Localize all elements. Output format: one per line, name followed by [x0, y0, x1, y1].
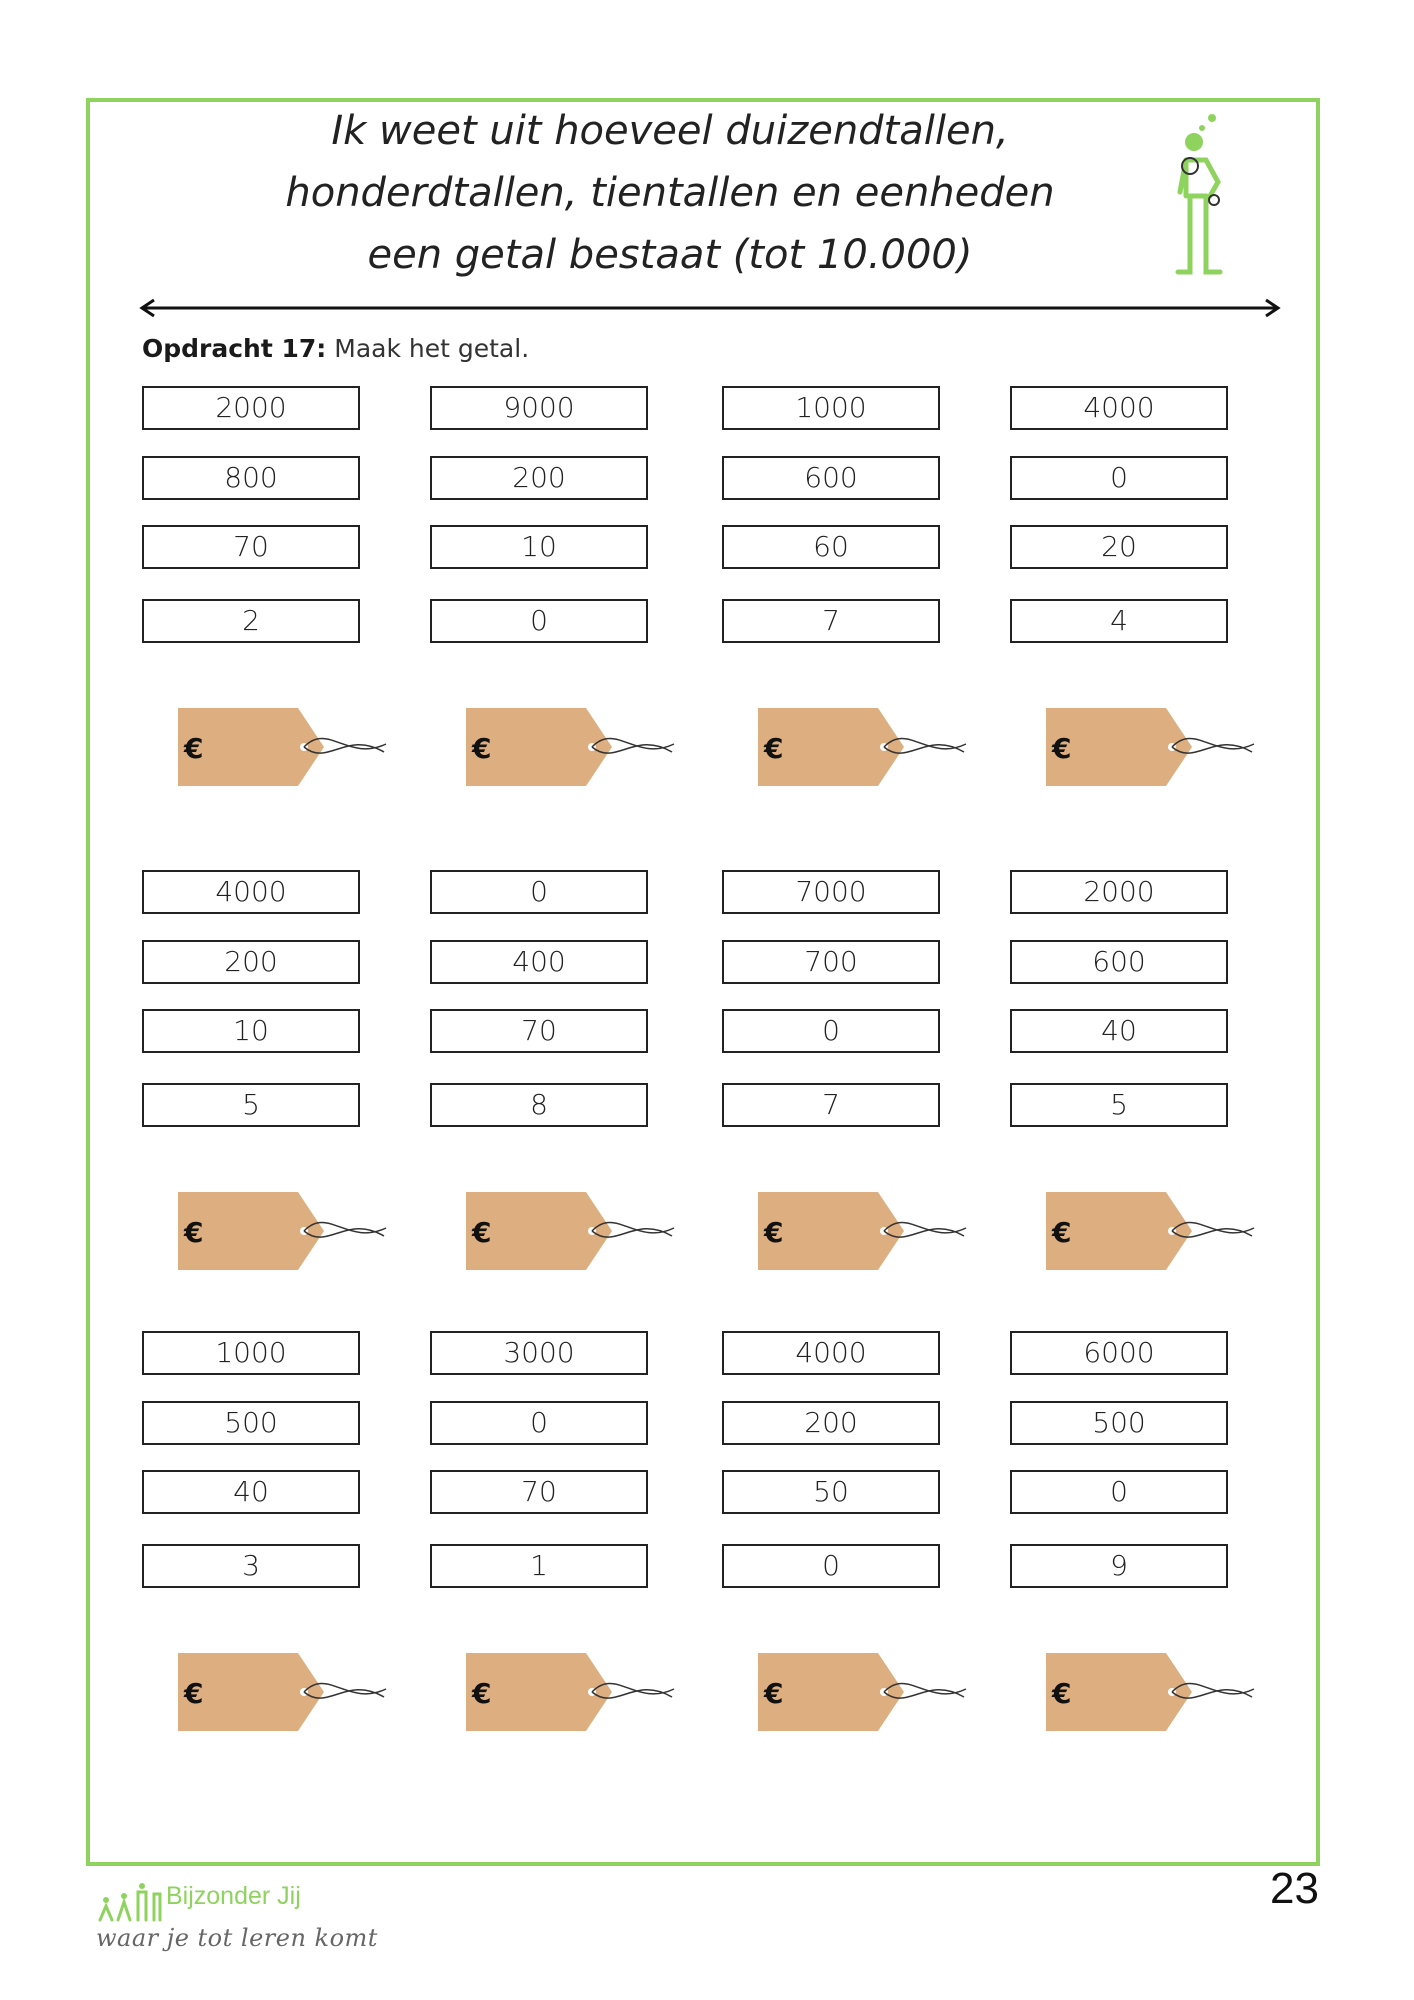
number-box: 7 [722, 1083, 940, 1127]
euro-symbol: € [472, 1677, 492, 1710]
number-box: 200 [430, 456, 648, 500]
price-tag-answer-field[interactable] [758, 702, 968, 792]
euro-symbol: € [472, 1216, 492, 1249]
number-box: 40 [1010, 1009, 1228, 1053]
assignment-heading [142, 334, 529, 363]
number-box: 200 [722, 1401, 940, 1445]
number-box: 1 [430, 1544, 648, 1588]
page-number: 23 [1270, 1864, 1319, 1913]
number-box: 10 [142, 1009, 360, 1053]
price-tag-answer-field[interactable] [466, 702, 676, 792]
number-box: 2000 [142, 386, 360, 430]
euro-symbol: € [764, 732, 784, 765]
euro-symbol: € [472, 732, 492, 765]
euro-symbol: € [184, 732, 204, 765]
number-box: 500 [142, 1401, 360, 1445]
price-tag-answer-field[interactable] [178, 1647, 388, 1737]
euro-symbol: € [184, 1677, 204, 1710]
number-box: 70 [430, 1009, 648, 1053]
number-box: 4000 [1010, 386, 1228, 430]
number-box: 600 [1010, 940, 1228, 984]
assignment-label: Opdracht 17: [142, 334, 327, 363]
number-box: 0 [1010, 1470, 1228, 1514]
number-box: 4000 [722, 1331, 940, 1375]
euro-symbol: € [184, 1216, 204, 1249]
price-tag-answer-field[interactable] [758, 1186, 968, 1276]
number-box: 7 [722, 599, 940, 643]
number-box: 6000 [1010, 1331, 1228, 1375]
number-box: 2000 [1010, 870, 1228, 914]
page-title [230, 100, 1110, 286]
number-box: 60 [722, 525, 940, 569]
number-box: 7000 [722, 870, 940, 914]
price-tag-answer-field[interactable] [1046, 1647, 1256, 1737]
number-box: 0 [722, 1009, 940, 1053]
number-box: 0 [430, 870, 648, 914]
brand-name: Bijzonder Jij [166, 1882, 301, 1910]
number-box: 600 [722, 456, 940, 500]
number-box: 4 [1010, 599, 1228, 643]
number-box: 20 [1010, 525, 1228, 569]
number-box: 40 [142, 1470, 360, 1514]
thinking-figure-icon [1170, 112, 1240, 280]
title-line-1: Ik weet uit hoeveel duizendtallen, [331, 108, 1009, 154]
number-box: 0 [430, 1401, 648, 1445]
number-box: 0 [430, 599, 648, 643]
divider-arrow [138, 296, 1282, 320]
number-box: 10 [430, 525, 648, 569]
price-tag-answer-field[interactable] [1046, 1186, 1256, 1276]
euro-symbol: € [1052, 1216, 1072, 1249]
number-box: 3 [142, 1544, 360, 1588]
number-box: 1000 [142, 1331, 360, 1375]
euro-symbol: € [1052, 1677, 1072, 1710]
number-box: 8 [430, 1083, 648, 1127]
price-tag-answer-field[interactable] [466, 1186, 676, 1276]
number-box: 9 [1010, 1544, 1228, 1588]
number-box: 500 [1010, 1401, 1228, 1445]
price-tag-answer-field[interactable] [178, 1186, 388, 1276]
number-box: 400 [430, 940, 648, 984]
number-box: 2 [142, 599, 360, 643]
number-box: 70 [142, 525, 360, 569]
price-tag-answer-field[interactable] [466, 1647, 676, 1737]
number-box: 9000 [430, 386, 648, 430]
title-line-3: een getal bestaat (tot 10.000) [367, 232, 973, 278]
number-box: 50 [722, 1470, 940, 1514]
number-box: 3000 [430, 1331, 648, 1375]
number-box: 5 [142, 1083, 360, 1127]
number-box: 1000 [722, 386, 940, 430]
number-box: 0 [722, 1544, 940, 1588]
assignment-instruction: Maak het getal. [334, 334, 530, 363]
number-box: 4000 [142, 870, 360, 914]
number-box: 800 [142, 456, 360, 500]
number-box: 5 [1010, 1083, 1228, 1127]
price-tag-answer-field[interactable] [178, 702, 388, 792]
price-tag-answer-field[interactable] [1046, 702, 1256, 792]
brand-slogan: waar je tot leren komt [96, 1924, 378, 1952]
title-line-2: honderdtallen, tientallen en eenheden [285, 170, 1055, 216]
number-box: 70 [430, 1470, 648, 1514]
euro-symbol: € [764, 1216, 784, 1249]
euro-symbol: € [1052, 732, 1072, 765]
family-icon [96, 1880, 162, 1924]
number-box: 0 [1010, 456, 1228, 500]
number-box: 700 [722, 940, 940, 984]
euro-symbol: € [764, 1677, 784, 1710]
brand-logo [96, 1880, 378, 1970]
price-tag-answer-field[interactable] [758, 1647, 968, 1737]
number-box: 200 [142, 940, 360, 984]
